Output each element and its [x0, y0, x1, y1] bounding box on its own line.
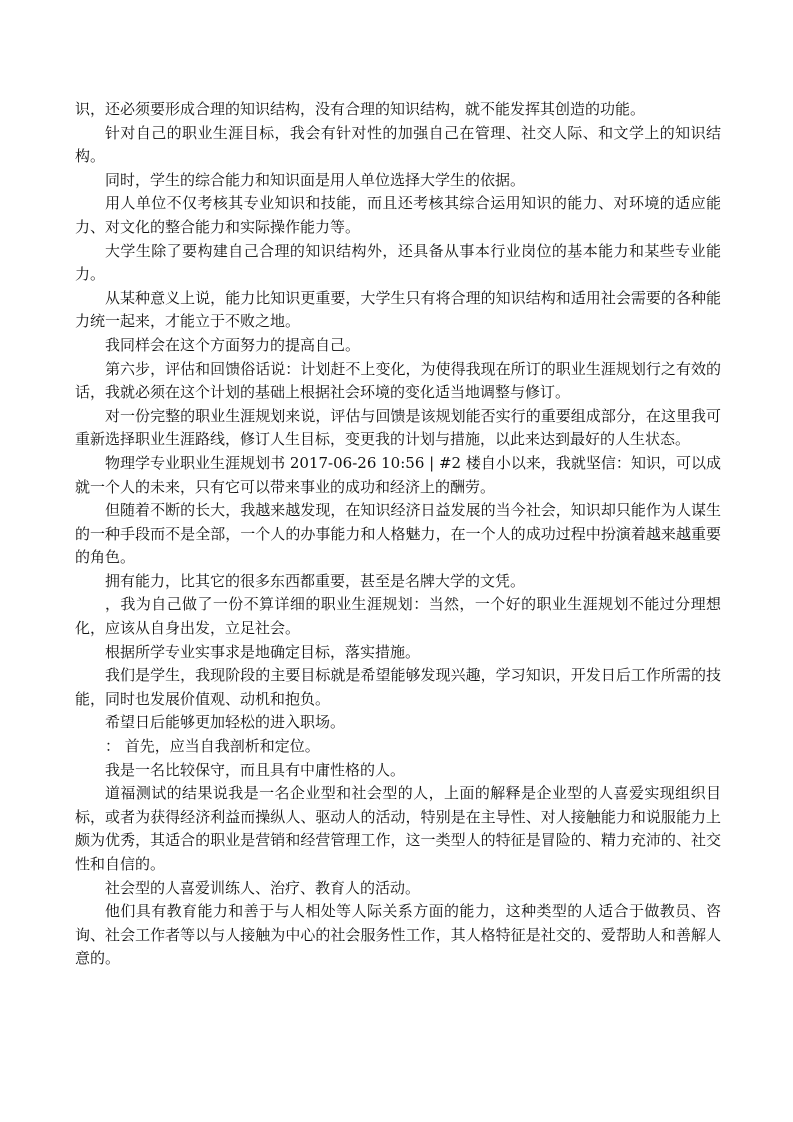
paragraph: ： 首先，应当自我剖析和定位。: [105, 737, 320, 756]
paragraph: 物理学专业职业生涯规划书 2017-06-26 10:56 | #2 楼自小以来，我就坚信：知识，可以成就一个人的未来，只有它可以带来事业的成功和经济上的酬劳。: [75, 453, 721, 496]
paragraph: 我同样会在这个方面努力的提高自己。: [105, 335, 361, 354]
paragraph: 希望日后能够更加轻松的进入职场。: [105, 713, 346, 732]
paragraph: 我们是学生，我现阶段的主要目标就是希望能够发现兴趣，学习知识，开发日后工作所需的技能，同时也发展价值观、动机和抱负。: [75, 666, 721, 708]
paragraph: 从某种意义上说，能力比知识更重要，大学生只有将合理的知识结构和适用社会需要的各种能力统一起来，才能立于不败之地。: [75, 288, 721, 331]
paragraph: 针对自己的职业生涯目标，我会有针对性的加强自己在管理、社交人际、和文学上的知识结构。: [75, 123, 721, 166]
paragraph: 识，还必须要形成合理的知识结构，没有合理的知识结构，就不能发挥其创造的功能。: [75, 100, 646, 118]
paragraph: 拥有能力，比其它的很多东西都重要，甚至是名牌大学的文凭。: [105, 571, 526, 590]
paragraph: 社会型的人喜爱训练人、治疗、教育人的活动。: [105, 878, 421, 897]
paragraph: 大学生除了要构建自己合理的知识结构外，还具备从事本行业岗位的基本能力和某些专业能力。: [75, 241, 721, 284]
paragraph: 根据所学专业实事求是地确定目标，落实措施。: [105, 642, 421, 661]
paragraph: 第六步，评估和回馈俗话说：计划赶不上变化，为使得我现在所订的职业生涯规划行之有效的话，我就必须在这个计划的基础上根据社会环境的变化适当地调整与修订。: [75, 359, 721, 402]
paragraph: 用人单位不仅考核其专业知识和技能，而且还考核其综合运用知识的能力、对环境的适应能力、对文化的整合能力和实际操作能力等。: [75, 194, 721, 236]
paragraph: 道福测试的结果说我是一名企业型和社会型的人，上面的解释是企业型的人喜爱实现组织目标，或者为获得经济利益而操纵人、驱动人的活动，特别是在主导性、对人接触能力和说服能力上颇为优秀，其适合的职业是营销和经营管理工作，这一类型人的特征是冒险的、精力充沛的、社交性和自信的。: [75, 784, 721, 873]
paragraph: 但随着不断的长大，我越来越发现，在知识经济日益发展的当今社会，知识却只能作为人谋生的一种手段而不是全部，一个人的办事能力和人格魅力，在一个人的成功过程中扮演着越来越重要的角色。: [75, 501, 721, 567]
paragraph: ，我为自己做了一份不算详细的职业生涯规划：当然，一个好的职业生涯规划不能过分理想化，应该从自身出发，立足社会。: [75, 595, 721, 638]
paragraph: 对一份完整的职业生涯规划来说，评估与回馈是该规划能否实行的重要组成部分，在这里我可重新选择职业生涯路线，修订人生目标，变更我的计划与措施，以此来达到最好的人生状态。: [75, 406, 721, 449]
paragraph: 他们具有教育能力和善于与人相处等人际关系方面的能力，这种类型的人适合于做教员、咨询、社会工作者等以与人接触为中心的社会服务性工作，其人格特征是社交的、爱帮助人和善解人意的。: [75, 902, 721, 968]
document-body: [75, 98, 721, 971]
paragraph: 我是一名比较保守，而且具有中庸性格的人。: [105, 760, 406, 779]
paragraph: 同时，学生的综合能力和知识面是用人单位选择大学生的依据。: [105, 170, 526, 189]
